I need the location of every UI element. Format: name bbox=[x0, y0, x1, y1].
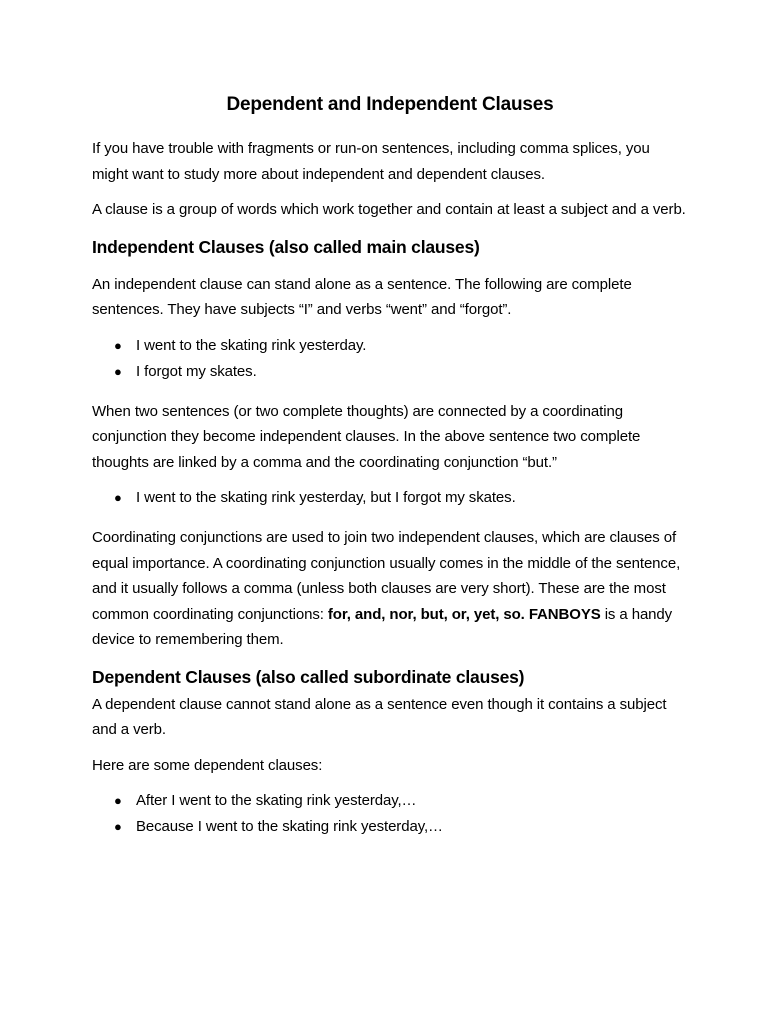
list-item-text: I went to the skating rink yesterday. bbox=[136, 336, 367, 354]
bullet-icon: ● bbox=[114, 337, 122, 353]
bullet-icon: ● bbox=[114, 363, 122, 379]
document-page bbox=[92, 94, 688, 854]
list-item bbox=[92, 333, 688, 359]
intro-paragraph-2: A clause is a group of words which work together and contain at least a subject and a verb. bbox=[92, 201, 686, 218]
list-item-text: I forgot my skates. bbox=[136, 362, 257, 380]
list-item-text: Because I went to the skating rink yesterday,… bbox=[136, 818, 443, 835]
document-title: Dependent and Independent Clauses bbox=[226, 94, 554, 115]
list-item bbox=[92, 788, 688, 814]
dependent-heading: Dependent Clauses (also called subordinate clauses) bbox=[92, 666, 525, 687]
list-item bbox=[92, 359, 688, 385]
independent-heading: Independent Clauses (also called main clauses) bbox=[92, 236, 480, 257]
bullet-icon: ● bbox=[114, 490, 122, 505]
bullet-icon: ● bbox=[114, 793, 122, 808]
list-item bbox=[92, 814, 688, 840]
independent-paragraph-1: An independent clause can stand alone as a sentence. The following are complete sentences. They have subjects “I” and verbs “went” and “forgot”. bbox=[92, 275, 632, 318]
intro-paragraph-1: If you have trouble with fragments or run-on sentences, including comma splices, you might want to study more about independent and dependent clauses. bbox=[92, 140, 650, 183]
combined-example-list bbox=[92, 485, 688, 511]
list-item-text: I went to the skating rink yesterday, but I forgot my skates. bbox=[136, 489, 516, 506]
coordinating-text: Coordinating conjunctions are used to join two independent clauses, which are clauses of equal importance. A coordinating conjunction usually comes in the middle of the sentence, and it usually follows a comma (unless both clauses are very short). These are the most common coordinating conjunctions: bbox=[92, 529, 681, 623]
list-item bbox=[92, 485, 688, 511]
dependent-paragraph-2: Here are some dependent clauses: bbox=[92, 756, 323, 774]
dependent-examples-list bbox=[92, 788, 688, 840]
independent-examples-list bbox=[92, 333, 688, 385]
conjunctions-list: for, and, nor, but, or, yet, so. bbox=[327, 605, 525, 623]
bullet-icon: ● bbox=[114, 819, 122, 834]
independent-paragraph-2: When two sentences (or two complete thoughts) are connected by a coordinating conjunction they become independent clauses. In the above sentence two complete thoughts are linked by a comma and the coordinating conjunction “but.” bbox=[92, 402, 641, 471]
dependent-paragraph-1: A dependent clause cannot stand alone as a sentence even though it contains a subject and a verb. bbox=[92, 695, 667, 738]
independent-paragraph-3 bbox=[92, 525, 688, 653]
fanboys-term: FANBOYS bbox=[528, 605, 601, 623]
fanboys-description: is a handy device to remembering them. bbox=[92, 605, 673, 648]
list-item-text: After I went to the skating rink yesterday,… bbox=[136, 792, 417, 809]
